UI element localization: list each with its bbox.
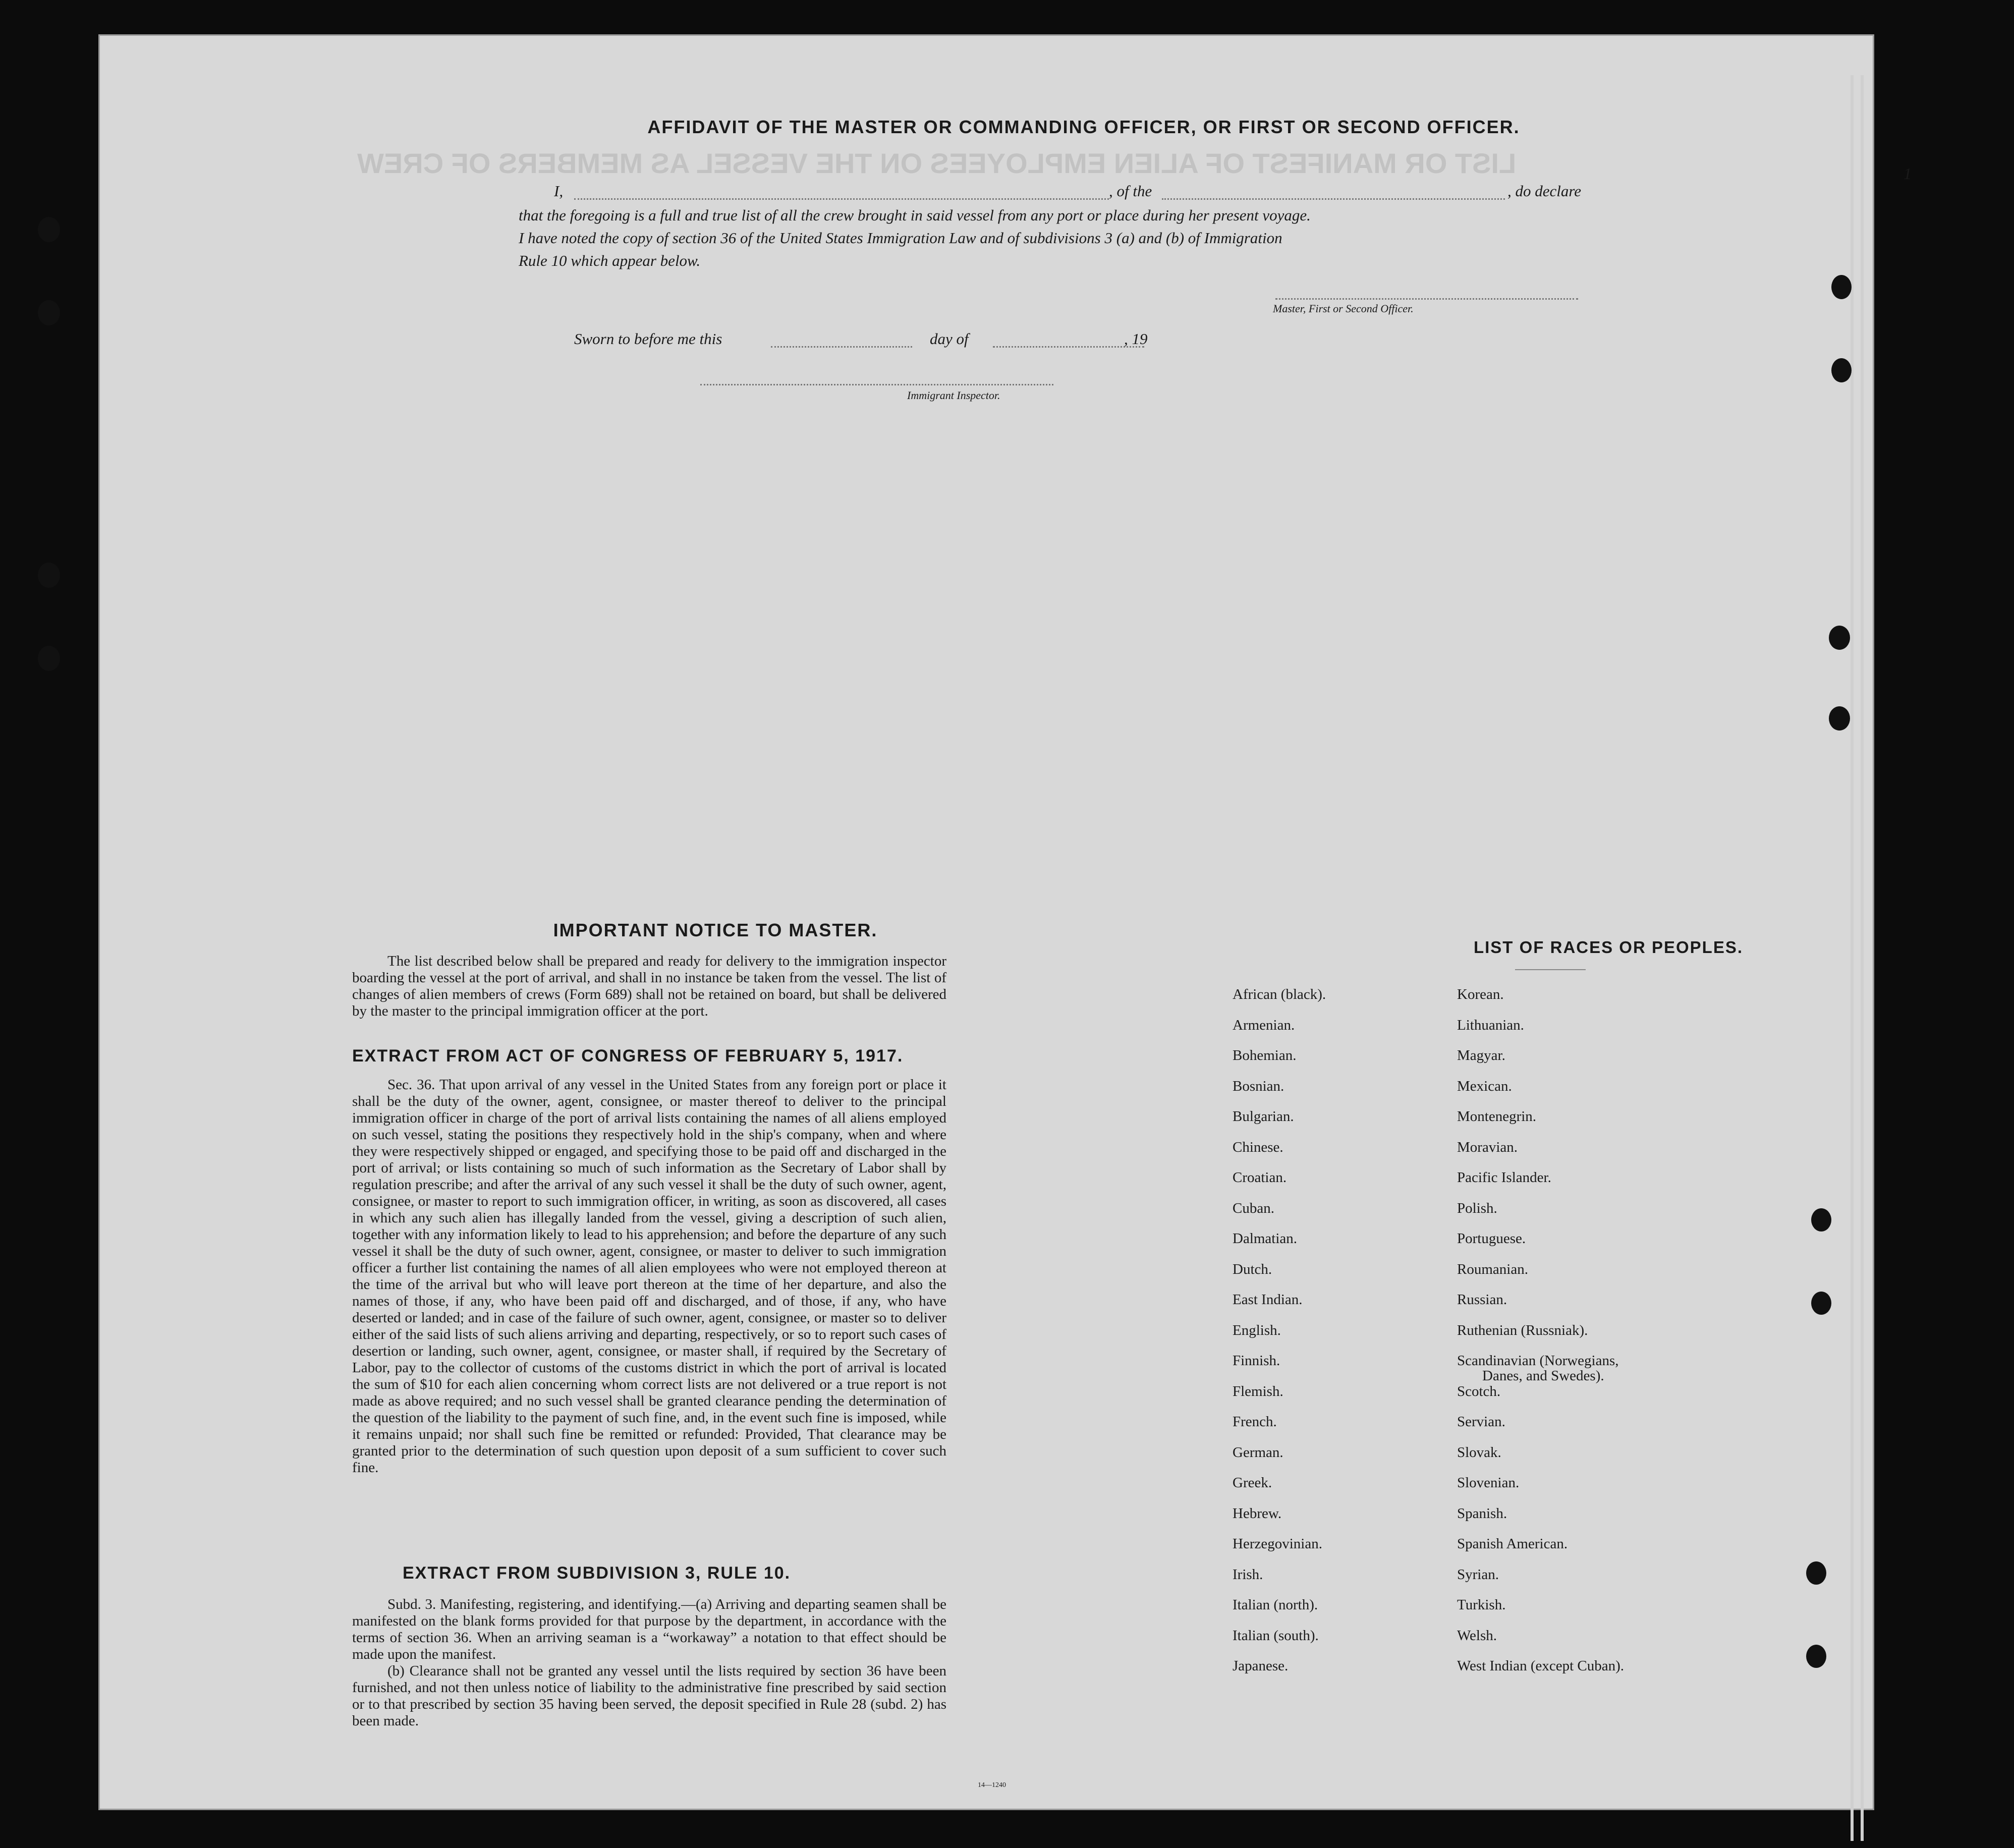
race-item: African (black). bbox=[1233, 986, 1326, 1002]
race-item: Bulgarian. bbox=[1233, 1108, 1294, 1125]
race-item: Hebrew. bbox=[1233, 1505, 1282, 1522]
punch-hole bbox=[38, 646, 60, 671]
inspector-signature-blank[interactable] bbox=[700, 384, 1053, 385]
extract-act-title: EXTRACT FROM ACT OF CONGRESS OF FEBRUARY 5, 1917. bbox=[352, 1046, 904, 1066]
race-item: Moravian. bbox=[1457, 1139, 1518, 1155]
punch-hole bbox=[1806, 1561, 1826, 1585]
race-item: Russian. bbox=[1457, 1292, 1507, 1308]
race-item: French. bbox=[1233, 1414, 1277, 1430]
race-item: Magyar. bbox=[1457, 1047, 1505, 1063]
race-item: German. bbox=[1233, 1444, 1283, 1461]
race-item: Servian. bbox=[1457, 1414, 1505, 1430]
affidavit-line2: that the foregoing is a full and true list of all the crew brought in said vessel from any port or place during her present voyage. bbox=[519, 206, 1311, 224]
race-item: Cuban. bbox=[1233, 1200, 1274, 1216]
races-underline bbox=[1515, 969, 1586, 970]
race-item: Mexican. bbox=[1457, 1078, 1512, 1094]
name-blank[interactable] bbox=[574, 198, 1109, 200]
race-item: Greek. bbox=[1233, 1475, 1272, 1491]
race-item: English. bbox=[1233, 1322, 1281, 1338]
affidavit-i: I, bbox=[554, 182, 564, 200]
race-item: Chinese. bbox=[1233, 1139, 1283, 1155]
race-item: Korean. bbox=[1457, 986, 1504, 1002]
notice-text: The list described below shall be prepared and ready for delivery to the immigration inspector boarding the vessel at the port of arrival, and shall in no instance be taken from the vessel. The list of changes of alien members of crews (Form 689) shall not be retained on board, but shall be delivered by the master to the principal immigration officer at the port. bbox=[352, 953, 946, 1019]
race-item: West Indian (except Cuban). bbox=[1457, 1658, 1625, 1674]
race-item: Scandinavian (Norwegians, bbox=[1457, 1353, 1619, 1369]
page-edge bbox=[1861, 75, 1864, 1841]
month-blank[interactable] bbox=[993, 346, 1144, 348]
extract-rule-text: Subd. 3. Manifesting, registering, and identifying.—(a) Arriving and departing seamen shall be manifested on the blank forms provided for that purpose by the department, in accordance with the terms of section 36. When an arriving seaman is a “workaway” a notation to that effect should be made upon the manifest. (b) Clearance shall not be granted any vessel until the lists required by section 36 have been furnished, and not then unless notice of liability to the administrative fine prescribed by said section or to that prescribed by section 35 having been served, the deposit specified in Rule 28 (subd. 2) has been made. bbox=[352, 1596, 946, 1729]
punch-hole bbox=[38, 217, 60, 242]
punch-hole bbox=[1831, 358, 1852, 382]
race-item: Bosnian. bbox=[1233, 1078, 1284, 1094]
race-item: Spanish American. bbox=[1457, 1536, 1568, 1552]
punch-hole bbox=[1829, 706, 1850, 731]
race-item: Ruthenian (Russniak). bbox=[1457, 1322, 1588, 1338]
day-blank[interactable] bbox=[771, 346, 912, 348]
day-of-label: day of bbox=[930, 330, 969, 348]
punch-hole bbox=[1829, 626, 1850, 650]
vessel-blank[interactable] bbox=[1162, 198, 1505, 200]
inspector-label: Immigrant Inspector. bbox=[907, 389, 1000, 402]
form-number: 14—1240 bbox=[978, 1781, 1006, 1789]
race-item: Bohemian. bbox=[1233, 1047, 1297, 1063]
ghost-header: LIST OR MANIFEST OF ALIEN EMPLOYEES ON THE VESSEL AS MEMBERS OF CREW bbox=[357, 147, 1517, 179]
master-label: Master, First or Second Officer. bbox=[1273, 302, 1414, 315]
races-title: LIST OF RACES OR PEOPLES. bbox=[1473, 938, 1744, 957]
race-item: Slovak. bbox=[1457, 1444, 1501, 1461]
race-item: Armenian. bbox=[1233, 1017, 1295, 1033]
affidavit-title: AFFIDAVIT OF THE MASTER OR COMMANDING OFFICER, OR FIRST OR SECOND OFFICER. bbox=[647, 117, 1520, 137]
race-item: East Indian. bbox=[1233, 1292, 1303, 1308]
punch-hole bbox=[38, 300, 60, 325]
punch-hole bbox=[38, 563, 60, 588]
punch-hole bbox=[1811, 1292, 1831, 1315]
manifest-page bbox=[98, 34, 1912, 1810]
notice-title: IMPORTANT NOTICE TO MASTER. bbox=[553, 920, 878, 940]
affidavit-line4: Rule 10 which appear below. bbox=[519, 252, 701, 269]
race-item: Lithuanian. bbox=[1457, 1017, 1524, 1033]
affidavit-declare: , do declare bbox=[1507, 182, 1582, 200]
extract-rule-title: EXTRACT FROM SUBDIVISION 3, RULE 10. bbox=[403, 1563, 791, 1583]
race-item: Italian (south). bbox=[1233, 1627, 1319, 1644]
sworn-label: Sworn to before me this bbox=[574, 330, 722, 348]
race-item: Finnish. bbox=[1233, 1353, 1280, 1369]
race-item: Italian (north). bbox=[1233, 1597, 1318, 1613]
race-item: Syrian. bbox=[1457, 1566, 1499, 1583]
race-item: Pacific Islander. bbox=[1457, 1169, 1551, 1186]
race-item: Roumanian. bbox=[1457, 1261, 1528, 1277]
punch-hole bbox=[1806, 1645, 1826, 1668]
race-item: Spanish. bbox=[1457, 1505, 1507, 1522]
race-item: Polish. bbox=[1457, 1200, 1497, 1216]
race-item: Dalmatian. bbox=[1233, 1230, 1298, 1247]
page-edge bbox=[1851, 75, 1854, 1841]
year-label: , 19 bbox=[1124, 330, 1148, 348]
punch-hole bbox=[1811, 1208, 1831, 1231]
race-item: Herzegovinian. bbox=[1233, 1536, 1322, 1552]
punch-hole bbox=[1831, 275, 1852, 299]
race-item: Turkish. bbox=[1457, 1597, 1506, 1613]
race-item: Scotch. bbox=[1457, 1383, 1501, 1399]
master-signature-blank[interactable] bbox=[1275, 298, 1578, 300]
page-mark: 1 bbox=[1904, 164, 1912, 183]
race-item: Slovenian. bbox=[1457, 1475, 1520, 1491]
affidavit-line3: I have noted the copy of section 36 of the United States Immigration Law and of subdivisions 3 (a) and (b) of Immigration bbox=[519, 229, 1282, 247]
race-item: Irish. bbox=[1233, 1566, 1263, 1583]
extract-act-text: Sec. 36. That upon arrival of any vessel in the United States from any foreign port or place it shall be the duty of the owner, agent, consignee, or master thereof to deliver to the principal immigration officer in charge of the port of arrival lists containing the names of all aliens employed on such vessel, stating the positions they respectively hold in the ship's company, when and where they were respectively shipped or engaged, and specifying those to be paid off and discharged in the port of arrival; or lists containing so much of such information as the Secretary of Labor shall by regulation prescribe; and after the arrival of any such vessel it shall be the duty of such owner, agent, consignee, or master to report to such immigration officer, in writing, as soon as discovered, all cases in which any such alien has illegally landed from the vessel, giving a description of such alien, together with any information likely to lead to his apprehension; and before the departure of any such vessel it shall be the duty of such owner, agent, consignee, or master to deliver to such immigration officer a further list containing the names of all alien employees who were not employed thereon at the time of the arrival but who will leave port thereon at the time of her departure, and also the names of those, if any, who have been paid off and discharged, and of those, if any, who have deserted or landed; and in case of the failure of such owner, agent, consignee, or master so to deliver either of the said lists of such aliens arriving and departing, respectively, or so to report such cases of desertion or landing, such owner, agent, consignee, or master shall, if required by the Secretary of Labor, pay to the collector of customs of the customs district in which the port of arrival is located the sum of $10 for each alien concerning whom correct lists are not delivered or a true report is not made as above required; and no such vessel shall be granted clearance pending the determination of the question of the liability to the payment of such fine, and, in the event such fine is imposed, while it remains unpaid; nor shall such fine be remitted or refunded: Provided, That clearance may be granted prior to the determination of such question upon deposit of a sum sufficient to cover such fine. bbox=[352, 1077, 946, 1476]
race-item: Montenegrin. bbox=[1457, 1108, 1537, 1125]
race-item: Dutch. bbox=[1233, 1261, 1272, 1277]
race-item: Portuguese. bbox=[1457, 1230, 1526, 1247]
race-item: Flemish. bbox=[1233, 1383, 1283, 1399]
race-item: Japanese. bbox=[1233, 1658, 1289, 1674]
race-item: Danes, and Swedes). bbox=[1482, 1368, 1604, 1384]
race-item: Croatian. bbox=[1233, 1169, 1287, 1186]
race-item: Welsh. bbox=[1457, 1627, 1497, 1644]
affidavit-of-the: , of the bbox=[1109, 182, 1152, 200]
